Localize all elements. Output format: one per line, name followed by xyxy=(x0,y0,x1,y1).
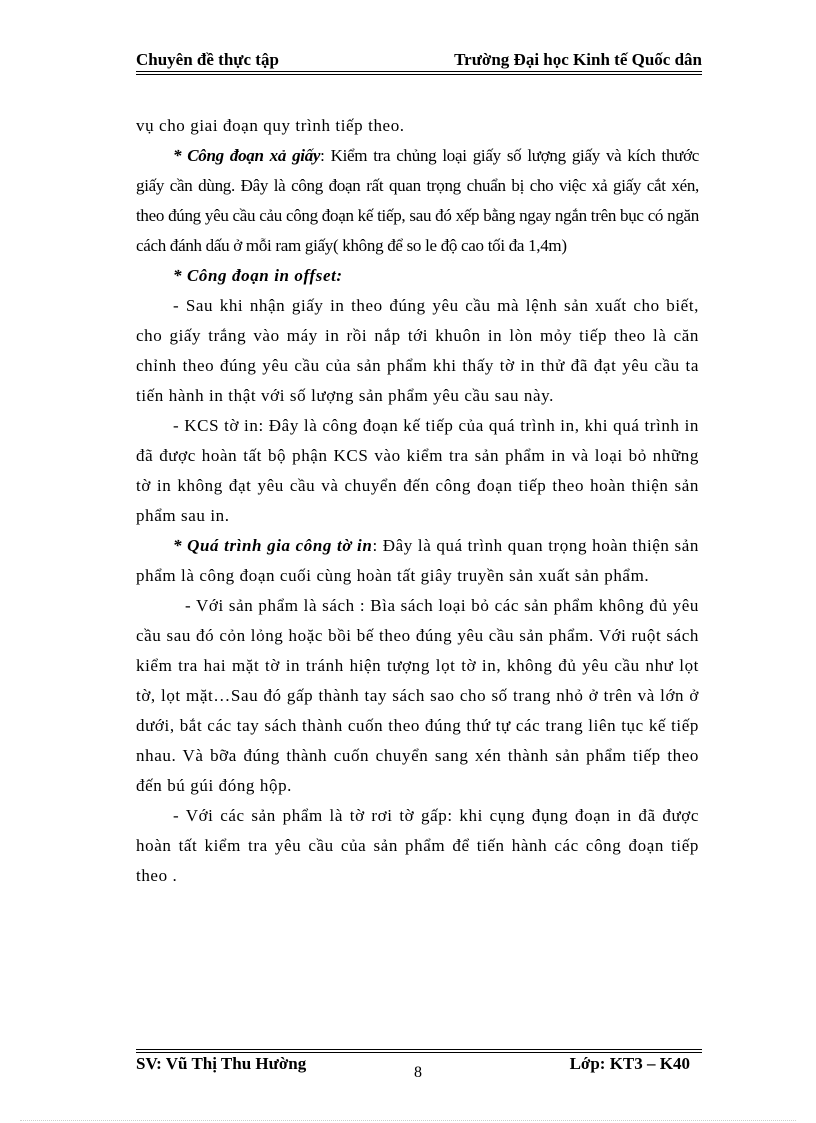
footer-rule xyxy=(136,1049,702,1050)
document-body xyxy=(136,111,699,891)
paragraph-6 xyxy=(136,531,699,591)
header-rule-thin xyxy=(136,74,702,75)
footer-student-name: SV: Vũ Thị Thu Hường xyxy=(136,1054,307,1073)
paragraph-3-heading: * Công đoạn in offset: xyxy=(173,266,343,285)
header-rule xyxy=(136,71,702,72)
paragraph-5: - KCS tờ in: Đây là công đoạn kế tiếp của quá trình in, khi quá trình in đã được hoàn tất bộ phận KCS vào kiểm tra sản phẩm in và loại bỏ những tờ in không đạt yêu cầu và chuyển đến công đoạn tiếp theo hoàn thiện sản phẩm sau in. xyxy=(136,416,699,525)
header-left-title: Chuyên đề thực tập xyxy=(136,50,279,69)
paragraph-6-text: : Đây là quá trình quan trọng hoàn thiện sản phẩm là công đoạn cuối cùng hoàn tất giây truyền sản xuất sản phẩm. xyxy=(136,536,699,585)
page-footer xyxy=(136,1054,702,1084)
paragraph-2-heading: * Công đoạn xả giấy xyxy=(173,146,321,165)
page-header xyxy=(136,48,702,72)
paragraph-8: - Với các sản phẩm là tờ rơi tờ gấp: khi cụng đụng đoạn in đã được hoàn tất kiểm tra yêu cầu của sản phẩm để tiến hành các công đoạn tiếp theo . xyxy=(136,806,699,885)
header-right-title: Trường Đại học Kinh tế Quốc dân xyxy=(454,50,702,69)
paragraph-2-text: : Kiểm tra chủng loại giấy số lượng giấy và kích thước giấy cần dùng. Đây là công đoạn rất quan trọng chuẩn bị cho việc xả giấy cắt xén, theo đúng yêu cầu cảu công đoạn kế tiếp, sau đó xếp bằng ngay ngắn trên bục có ngăn cách đánh dấu ở mỗi ram giấy( không để so le độ cao tối đa 1,4m) xyxy=(136,146,699,255)
footer-class: Lớp: KT3 – K40 xyxy=(569,1054,690,1073)
paragraph-2 xyxy=(136,141,699,261)
footer-rule-thin xyxy=(136,1052,702,1053)
paragraph-7: - Với sản phẩm là sách : Bìa sách loại bỏ các sản phẩm không đủ yêu cầu sau đó cỏn lỏng hoặc bồi bế theo đúng yêu cầu sản phẩm. Với ruột sách kiểm tra hai mặt tờ in tránh hiện tượng lọt tờ in, không đủ yêu cầu như lọt tờ, lọt mặt…Sau đó gấp thành tay sách sao cho số trang nhỏ ở trên và lớn ở dưới, bắt các tay sách thành cuốn theo đúng thứ tự các trang liên tục kế tiếp nhau. Và bỡa đúng thành cuốn chuyển sang xén thành sản phẩm tiếp theo đến bú gúi đóng hộp. xyxy=(136,596,699,795)
page-number: 8 xyxy=(414,1064,422,1081)
page-edge-divider xyxy=(20,1120,796,1121)
paragraph-1: vụ cho giai đoạn quy trình tiếp theo. xyxy=(136,116,405,135)
paragraph-4: - Sau khi nhận giấy in theo đúng yêu cầu mà lệnh sản xuất cho biết, cho giấy trắng vào máy in rồi nắp tới khuôn in lòn mỏy tiếp theo là căn chỉnh theo đúng yêu cầu của sản phẩm khi thấy tờ in thử đã đạt yêu cầu ta tiến hành in thật với số lượng sản phẩm yêu cầu sau này. xyxy=(136,296,699,405)
paragraph-6-heading: * Quá trình gia công tờ in xyxy=(173,536,373,555)
paragraph-3 xyxy=(136,261,699,291)
